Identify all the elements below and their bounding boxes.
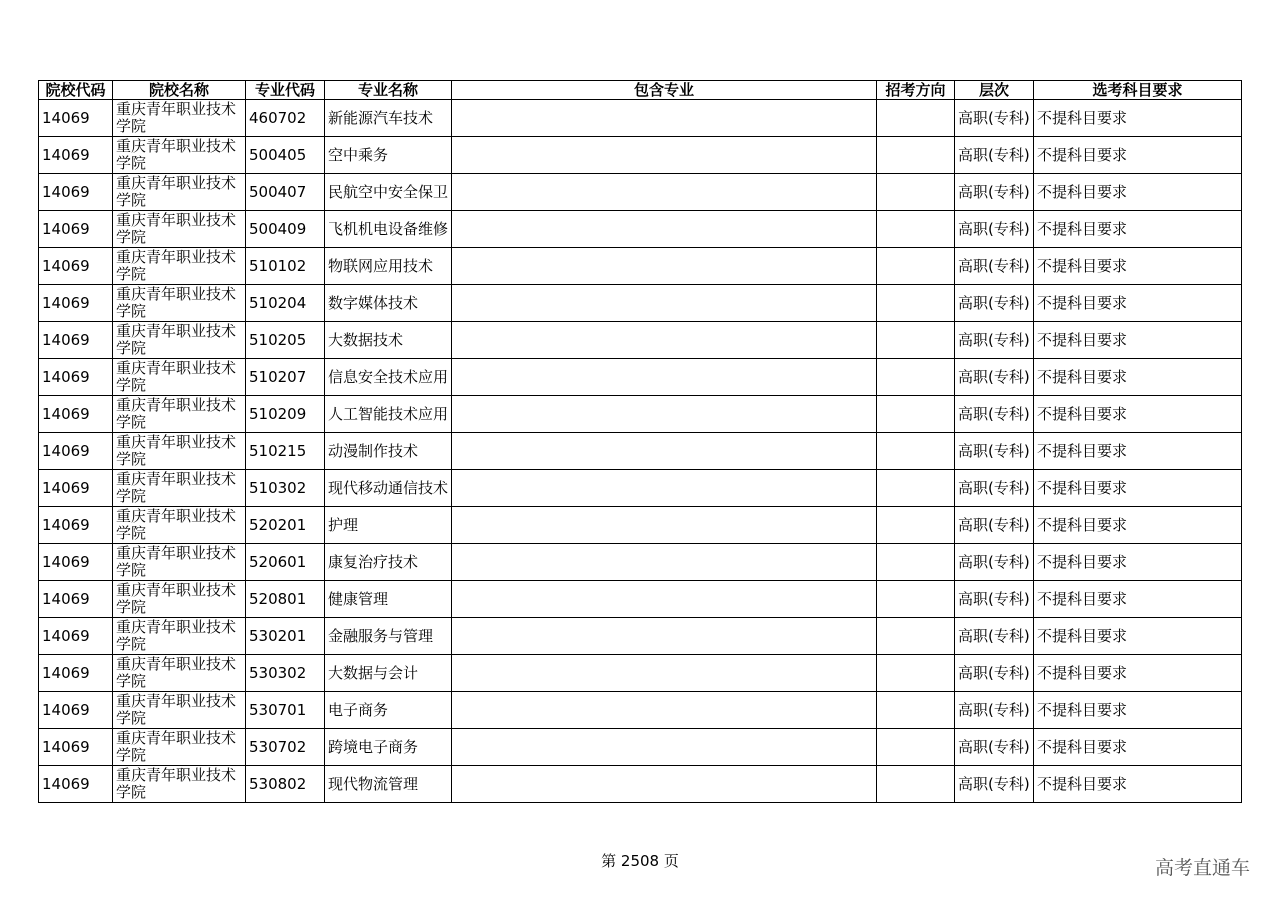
table-row: [39, 211, 1242, 248]
cell-school-code: 14069: [39, 248, 113, 285]
cell-level: 高职(专科): [955, 322, 1034, 359]
cell-major-name: 康复治疗技术: [325, 544, 452, 581]
cell-included-majors: [452, 618, 877, 655]
cell-major-code: 510102: [246, 248, 325, 285]
cell-major-name: 跨境电子商务: [325, 729, 452, 766]
cell-level: 高职(专科): [955, 211, 1034, 248]
cell-school-code: 14069: [39, 581, 113, 618]
cell-subject-requirement: 不提科目要求: [1034, 248, 1242, 285]
cell-major-name: 物联网应用技术: [325, 248, 452, 285]
cell-major-name: 空中乘务: [325, 137, 452, 174]
cell-included-majors: [452, 100, 877, 137]
cell-exam-direction: [877, 285, 955, 322]
cell-major-code: 460702: [246, 100, 325, 137]
cell-school-name: 重庆青年职业技术学院: [113, 692, 246, 729]
cell-school-code: 14069: [39, 507, 113, 544]
cell-exam-direction: [877, 544, 955, 581]
admissions-table: [38, 80, 1242, 803]
cell-subject-requirement: 不提科目要求: [1034, 174, 1242, 211]
cell-major-name: 新能源汽车技术: [325, 100, 452, 137]
cell-level: 高职(专科): [955, 655, 1034, 692]
table-row: [39, 470, 1242, 507]
cell-subject-requirement: 不提科目要求: [1034, 359, 1242, 396]
table-row: [39, 248, 1242, 285]
cell-school-code: 14069: [39, 396, 113, 433]
cell-major-code: 530201: [246, 618, 325, 655]
header-row: [39, 81, 1242, 100]
cell-exam-direction: [877, 470, 955, 507]
cell-included-majors: [452, 692, 877, 729]
cell-school-code: 14069: [39, 285, 113, 322]
cell-included-majors: [452, 396, 877, 433]
cell-level: 高职(专科): [955, 359, 1034, 396]
cell-exam-direction: [877, 396, 955, 433]
cell-major-code: 530702: [246, 729, 325, 766]
cell-major-name: 人工智能技术应用: [325, 396, 452, 433]
cell-exam-direction: [877, 618, 955, 655]
cell-subject-requirement: 不提科目要求: [1034, 285, 1242, 322]
cell-subject-requirement: 不提科目要求: [1034, 470, 1242, 507]
cell-major-name: 健康管理: [325, 581, 452, 618]
header-school-name: 院校名称: [113, 81, 246, 100]
cell-subject-requirement: 不提科目要求: [1034, 507, 1242, 544]
cell-subject-requirement: 不提科目要求: [1034, 729, 1242, 766]
cell-level: 高职(专科): [955, 729, 1034, 766]
cell-major-code: 520801: [246, 581, 325, 618]
cell-included-majors: [452, 544, 877, 581]
cell-major-code: 530802: [246, 766, 325, 803]
cell-subject-requirement: 不提科目要求: [1034, 581, 1242, 618]
table-row: [39, 729, 1242, 766]
cell-exam-direction: [877, 507, 955, 544]
cell-major-code: 500405: [246, 137, 325, 174]
cell-school-name: 重庆青年职业技术学院: [113, 100, 246, 137]
cell-major-code: 520201: [246, 507, 325, 544]
cell-exam-direction: [877, 433, 955, 470]
cell-level: 高职(专科): [955, 100, 1034, 137]
cell-included-majors: [452, 174, 877, 211]
cell-major-name: 护理: [325, 507, 452, 544]
cell-school-name: 重庆青年职业技术学院: [113, 433, 246, 470]
cell-major-name: 飞机机电设备维修: [325, 211, 452, 248]
cell-school-code: 14069: [39, 470, 113, 507]
cell-subject-requirement: 不提科目要求: [1034, 766, 1242, 803]
cell-school-code: 14069: [39, 618, 113, 655]
table-row: [39, 359, 1242, 396]
table-row: [39, 655, 1242, 692]
cell-major-name: 动漫制作技术: [325, 433, 452, 470]
cell-included-majors: [452, 322, 877, 359]
cell-major-code: 510205: [246, 322, 325, 359]
cell-exam-direction: [877, 655, 955, 692]
cell-level: 高职(专科): [955, 692, 1034, 729]
table-row: [39, 322, 1242, 359]
cell-level: 高职(专科): [955, 433, 1034, 470]
cell-school-name: 重庆青年职业技术学院: [113, 322, 246, 359]
cell-exam-direction: [877, 692, 955, 729]
cell-school-code: 14069: [39, 137, 113, 174]
cell-subject-requirement: 不提科目要求: [1034, 692, 1242, 729]
cell-major-name: 数字媒体技术: [325, 285, 452, 322]
cell-school-code: 14069: [39, 211, 113, 248]
header-subject-requirement: 选考科目要求: [1034, 81, 1242, 100]
cell-exam-direction: [877, 248, 955, 285]
cell-level: 高职(专科): [955, 285, 1034, 322]
cell-included-majors: [452, 766, 877, 803]
page-number: 第 2508 页: [601, 852, 679, 870]
cell-level: 高职(专科): [955, 544, 1034, 581]
cell-included-majors: [452, 581, 877, 618]
cell-included-majors: [452, 433, 877, 470]
cell-school-code: 14069: [39, 544, 113, 581]
cell-school-name: 重庆青年职业技术学院: [113, 174, 246, 211]
cell-included-majors: [452, 470, 877, 507]
cell-exam-direction: [877, 322, 955, 359]
cell-major-code: 510204: [246, 285, 325, 322]
cell-major-code: 520601: [246, 544, 325, 581]
cell-school-name: 重庆青年职业技术学院: [113, 544, 246, 581]
cell-level: 高职(专科): [955, 396, 1034, 433]
cell-exam-direction: [877, 174, 955, 211]
cell-school-name: 重庆青年职业技术学院: [113, 396, 246, 433]
cell-major-code: 510215: [246, 433, 325, 470]
cell-major-name: 民航空中安全保卫: [325, 174, 452, 211]
cell-major-name: 大数据与会计: [325, 655, 452, 692]
cell-school-name: 重庆青年职业技术学院: [113, 729, 246, 766]
cell-level: 高职(专科): [955, 248, 1034, 285]
cell-major-name: 现代移动通信技术: [325, 470, 452, 507]
table-row: [39, 174, 1242, 211]
header-major-code: 专业代码: [246, 81, 325, 100]
cell-school-name: 重庆青年职业技术学院: [113, 507, 246, 544]
cell-subject-requirement: 不提科目要求: [1034, 618, 1242, 655]
table-row: [39, 618, 1242, 655]
cell-school-name: 重庆青年职业技术学院: [113, 248, 246, 285]
cell-school-code: 14069: [39, 174, 113, 211]
table-row: [39, 396, 1242, 433]
header-level: 层次: [955, 81, 1034, 100]
cell-subject-requirement: 不提科目要求: [1034, 100, 1242, 137]
cell-subject-requirement: 不提科目要求: [1034, 322, 1242, 359]
header-major-name: 专业名称: [325, 81, 452, 100]
table-row: [39, 285, 1242, 322]
table-row: [39, 544, 1242, 581]
cell-included-majors: [452, 137, 877, 174]
cell-subject-requirement: 不提科目要求: [1034, 433, 1242, 470]
cell-major-name: 金融服务与管理: [325, 618, 452, 655]
cell-included-majors: [452, 285, 877, 322]
cell-school-code: 14069: [39, 692, 113, 729]
cell-major-code: 510207: [246, 359, 325, 396]
cell-major-code: 500409: [246, 211, 325, 248]
cell-included-majors: [452, 211, 877, 248]
cell-exam-direction: [877, 729, 955, 766]
table-row: [39, 100, 1242, 137]
cell-major-code: 510302: [246, 470, 325, 507]
cell-included-majors: [452, 729, 877, 766]
cell-exam-direction: [877, 100, 955, 137]
cell-school-code: 14069: [39, 359, 113, 396]
cell-level: 高职(专科): [955, 618, 1034, 655]
table-row: [39, 766, 1242, 803]
cell-school-code: 14069: [39, 655, 113, 692]
cell-included-majors: [452, 359, 877, 396]
cell-major-code: 530701: [246, 692, 325, 729]
cell-subject-requirement: 不提科目要求: [1034, 655, 1242, 692]
cell-exam-direction: [877, 581, 955, 618]
header-included-majors: 包含专业: [452, 81, 877, 100]
cell-exam-direction: [877, 211, 955, 248]
cell-school-name: 重庆青年职业技术学院: [113, 581, 246, 618]
cell-exam-direction: [877, 137, 955, 174]
cell-major-name: 电子商务: [325, 692, 452, 729]
cell-exam-direction: [877, 766, 955, 803]
cell-school-name: 重庆青年职业技术学院: [113, 618, 246, 655]
cell-exam-direction: [877, 359, 955, 396]
cell-subject-requirement: 不提科目要求: [1034, 544, 1242, 581]
cell-major-code: 510209: [246, 396, 325, 433]
header-exam-direction: 招考方向: [877, 81, 955, 100]
table-row: [39, 433, 1242, 470]
table-row: [39, 581, 1242, 618]
cell-level: 高职(专科): [955, 174, 1034, 211]
cell-subject-requirement: 不提科目要求: [1034, 396, 1242, 433]
cell-school-name: 重庆青年职业技术学院: [113, 285, 246, 322]
cell-major-code: 530302: [246, 655, 325, 692]
cell-school-name: 重庆青年职业技术学院: [113, 766, 246, 803]
cell-school-name: 重庆青年职业技术学院: [113, 137, 246, 174]
cell-school-name: 重庆青年职业技术学院: [113, 211, 246, 248]
table-row: [39, 507, 1242, 544]
cell-level: 高职(专科): [955, 137, 1034, 174]
cell-school-code: 14069: [39, 322, 113, 359]
cell-included-majors: [452, 248, 877, 285]
cell-subject-requirement: 不提科目要求: [1034, 137, 1242, 174]
table-row: [39, 692, 1242, 729]
cell-level: 高职(专科): [955, 766, 1034, 803]
cell-level: 高职(专科): [955, 470, 1034, 507]
cell-school-code: 14069: [39, 766, 113, 803]
cell-major-name: 大数据技术: [325, 322, 452, 359]
cell-school-name: 重庆青年职业技术学院: [113, 470, 246, 507]
cell-school-code: 14069: [39, 433, 113, 470]
cell-major-name: 信息安全技术应用: [325, 359, 452, 396]
cell-major-name: 现代物流管理: [325, 766, 452, 803]
table-row: [39, 137, 1242, 174]
cell-major-code: 500407: [246, 174, 325, 211]
cell-school-code: 14069: [39, 100, 113, 137]
cell-level: 高职(专科): [955, 581, 1034, 618]
cell-school-name: 重庆青年职业技术学院: [113, 655, 246, 692]
cell-included-majors: [452, 655, 877, 692]
header-school-code: 院校代码: [39, 81, 113, 100]
cell-included-majors: [452, 507, 877, 544]
cell-school-name: 重庆青年职业技术学院: [113, 359, 246, 396]
cell-school-code: 14069: [39, 729, 113, 766]
cell-subject-requirement: 不提科目要求: [1034, 211, 1242, 248]
cell-level: 高职(专科): [955, 507, 1034, 544]
watermark: 高考直通车: [1154, 857, 1250, 879]
